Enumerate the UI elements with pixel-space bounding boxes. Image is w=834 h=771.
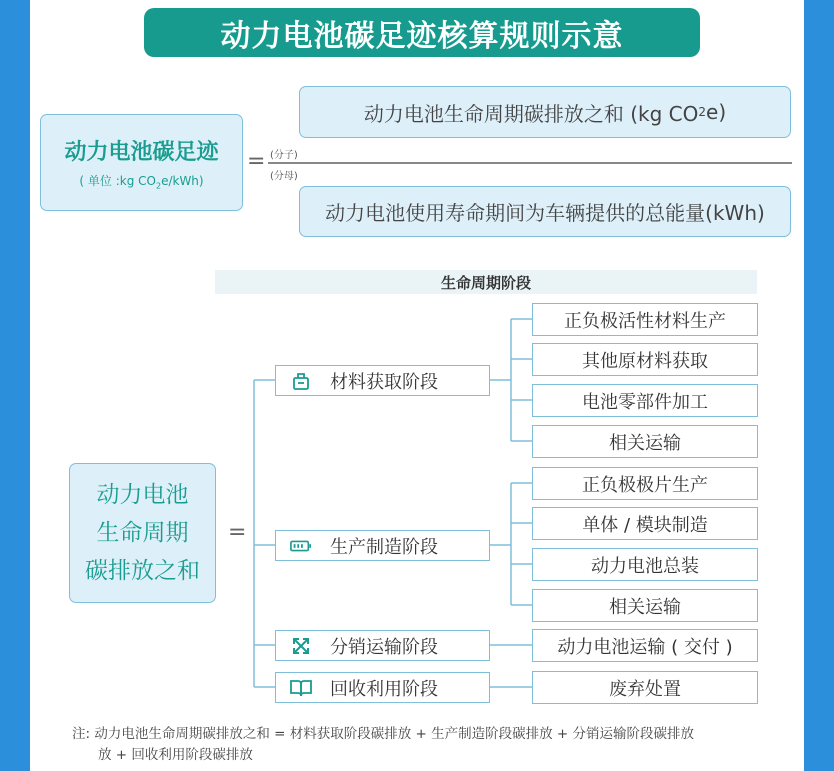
sub-item: 动力电池总装 — [532, 548, 758, 581]
stage-distribution — [275, 630, 490, 661]
stage-recycling — [275, 672, 490, 703]
root-line-3: 碳排放之和 — [85, 558, 200, 584]
stage-label: 回收利用阶段 — [330, 678, 438, 700]
numerator-box: 动力电池生命周期碳排放之和 (kg CO 2 e) — [299, 86, 791, 138]
sub-item: 正负极极片生产 — [532, 467, 758, 500]
lifecycle-header: 生命周期阶段 — [215, 270, 757, 294]
stage-manufacturing — [275, 530, 490, 561]
sub-item: 相关运输 — [532, 589, 758, 622]
footnote-line-1: 注: 动力电池生命周期碳排放之和 = 材料获取阶段碳排放 + 生产制造阶段碳排放 + 分销运输阶段碳排放 — [72, 726, 695, 742]
carbon-footprint-unit: ( 单位 :kg $CO_2e/kWh$) — [79, 173, 204, 191]
root-line-2: 生命周期 — [96, 520, 189, 546]
clipboard-icon — [290, 370, 312, 392]
sub-item: 相关运输 — [532, 425, 758, 458]
numerator-label: (分子) — [270, 150, 298, 161]
book-icon — [290, 677, 312, 699]
cross-arrows-icon — [290, 635, 312, 657]
footnote-line-2: 放 + 回收利用阶段碳排放 — [98, 747, 253, 763]
lifecycle-equals: = — [228, 520, 247, 545]
sub-item: 单体 / 模块制造 — [532, 507, 758, 540]
formula-equals: = — [247, 149, 266, 174]
page-title: 动力电池碳足迹核算规则示意 — [144, 8, 700, 57]
sub-item: 其他原材料获取 — [532, 343, 758, 376]
sub-item: 正负极活性材料生产 — [532, 303, 758, 336]
battery-icon — [290, 535, 312, 557]
denominator-box: 动力电池使用寿命期间为车辆提供的总能量(kWh) — [299, 186, 791, 237]
root-line-1: 动力电池 — [96, 482, 189, 508]
stage-label: 分销运输阶段 — [330, 636, 438, 658]
sub-item: 电池零部件加工 — [532, 384, 758, 417]
stage-material-acquisition — [275, 365, 490, 396]
stage-label: 生产制造阶段 — [330, 536, 438, 558]
sub-item: 动力电池运输 ( 交付 ) — [532, 629, 758, 662]
sub-item: 废弃处置 — [532, 671, 758, 704]
stage-label: 材料获取阶段 — [330, 371, 438, 393]
carbon-footprint-label: 动力电池碳足迹 — [64, 139, 219, 165]
footnote — [72, 724, 772, 766]
denominator-label: (分母) — [270, 171, 298, 182]
